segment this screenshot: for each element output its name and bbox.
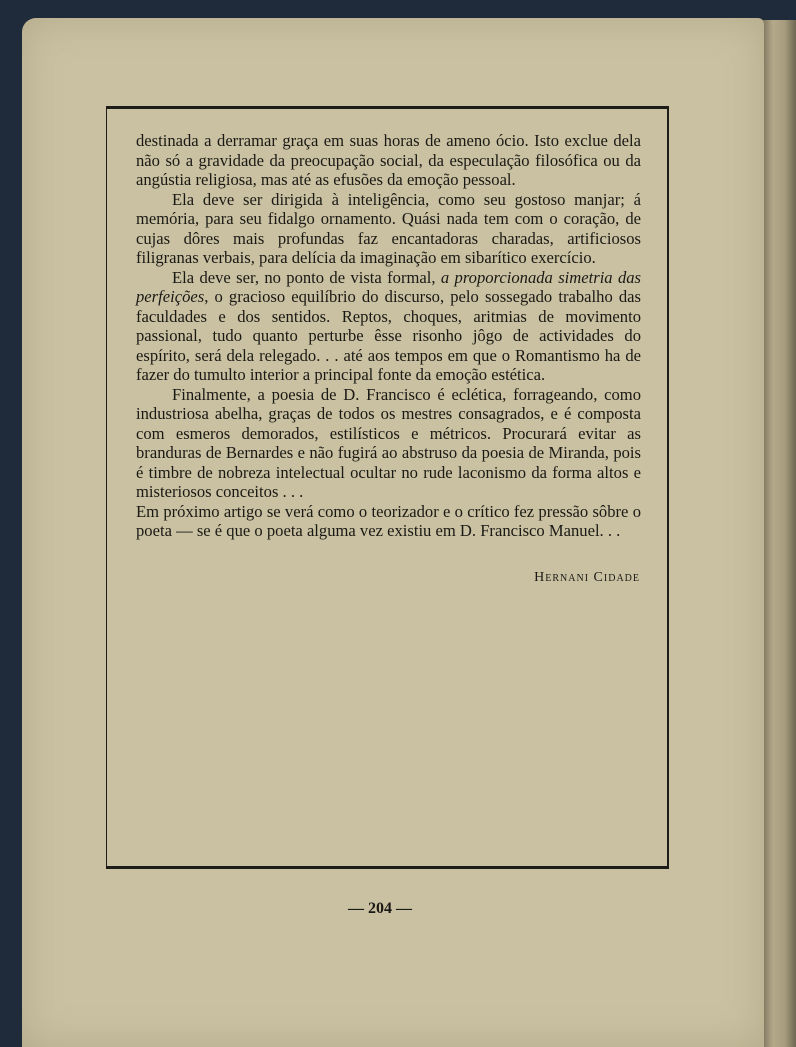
paragraph-3-start: Ela deve ser, no ponto de vista formal,	[172, 267, 441, 287]
author-signature: Hernani Cidade	[534, 570, 640, 585]
body-text	[136, 131, 641, 541]
paragraph-2: Ela deve ser dirigida à inteligência, como seu gostoso manjar; á memória, para seu fidalgo ornamento. Quási nada tem com o coração, de cujas dôres mais profundas faz encantadoras charadas, artificiosos filigranas verbais, para delícia da imaginação em sibarítico exercício.	[136, 189, 641, 267]
paragraph-3-end: , o gracioso equilíbrio do discurso, pelo sossegado trabalho das faculdades e dos sentidos. Reptos, choques, aritmias de movimento passional, tudo quanto perturbe êsse risonho jôgo de actividades do espírito, será dela relegado. . . até aos tempos em que o Romantismo ha de fazer do tumulto interior a principal fonte da emoção estética.	[136, 287, 641, 384]
paragraph-5: Em próximo artigo se verá como o teorizador e o crítico fez pressão sôbre o poeta — se é que o poeta alguma vez existiu em D. Francisco Manuel. . .	[136, 501, 641, 540]
paragraph-1: destinada a derramar graça em suas horas de ameno ócio. Isto exclue dela não só a gravidade da preocupação social, da especulação filosófica ou da angústia religiosa, mas até as efusões da emoção pessoal.	[136, 131, 641, 189]
paragraph-3	[136, 268, 641, 385]
paragraph-4: Finalmente, a poesia de D. Francisco é eclética, forrageando, como industriosa abelha, graças de todos os mestres consagrados, e é composta com esmeros demorados, estilísticos e métricos. Procurará evitar as branduras de Bernardes e não fugirá ao abstruso da poesia de Miranda, pois é timbre de nobreza intelectual ocultar no rude laconismo da forma altos e misteriosos conceitos . . .	[136, 384, 641, 501]
italic-quote: a proporcionada simetria das perfeições	[136, 267, 642, 306]
page-number: — 204 —	[348, 900, 412, 917]
